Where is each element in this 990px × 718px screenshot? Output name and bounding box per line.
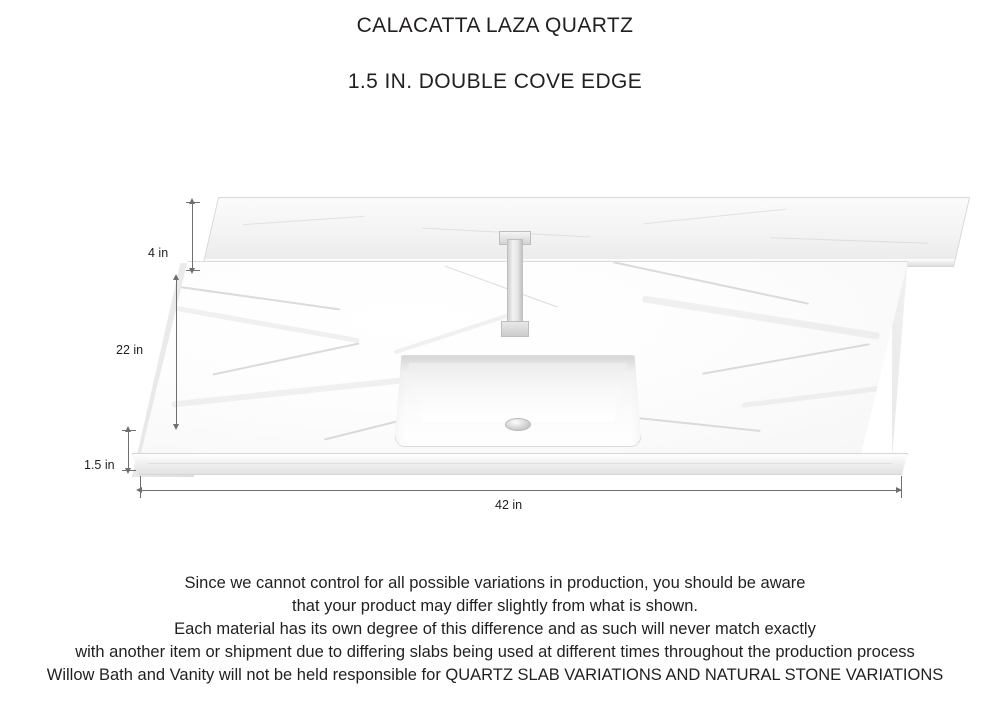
dim-line-width <box>140 490 902 491</box>
dim-arrow-edge-bottom <box>125 468 131 474</box>
dim-line-edge <box>128 430 129 470</box>
dim-arrow-edge-top <box>125 426 131 432</box>
backsplash <box>202 197 970 267</box>
disclaimer-line-3: Each material has its own degree of this difference and as such will never match exactly <box>174 620 816 638</box>
disclaimer-line-5: Willow Bath and Vanity will not be held responsible for QUARTZ SLAB VARIATIONS AND NATURAL STONE VARIATIONS <box>46 666 944 684</box>
dim-line-depth <box>176 278 177 426</box>
dim-tick-edge-bottom <box>122 470 136 471</box>
disclaimer-line-2: that your product may differ slightly from what is shown. <box>292 597 698 615</box>
page-title: CALACATTA LAZA QUARTZ <box>356 14 634 37</box>
page-subtitle: 1.5 IN. DOUBLE COVE EDGE <box>347 70 643 93</box>
dim-tick-edge-top <box>122 430 136 431</box>
title-block <box>0 14 990 94</box>
faucet-base <box>501 321 529 337</box>
dim-tick-width-right <box>901 476 902 498</box>
disclaimer-text <box>0 572 990 687</box>
dim-arrow-depth-bottom <box>173 424 179 430</box>
faucet-spout <box>507 239 523 331</box>
undermount-sink-basin <box>394 355 642 447</box>
dim-label-backsplash-height: 4 in <box>148 246 169 260</box>
dim-tick-backsplash-bottom <box>186 270 200 271</box>
dim-arrow-backsplash-bottom <box>189 268 195 274</box>
sink-basin-inner <box>404 363 632 422</box>
dim-line-backsplash <box>192 202 193 270</box>
dim-label-depth: 22 in <box>116 343 144 357</box>
dim-arrow-width-left <box>136 487 142 493</box>
front-edge-profile <box>132 453 908 475</box>
disclaimer-line-1: Since we cannot control for all possible variations in production, you should be aware <box>184 574 806 592</box>
disclaimer-line-4: with another item or shipment due to differing slabs being used at different times throughout the production process <box>75 643 915 661</box>
dim-label-edge-thickness: 1.5 in <box>84 458 115 472</box>
product-diagram <box>0 150 990 540</box>
vanity-top-drawing <box>132 195 922 535</box>
dim-arrow-backsplash-top <box>189 198 195 204</box>
dim-tick-backsplash-top <box>186 202 200 203</box>
sink-drain <box>505 418 531 431</box>
dim-label-width: 42 in <box>495 498 523 512</box>
dim-arrow-depth-top <box>173 274 179 280</box>
dim-tick-width-left <box>140 476 141 498</box>
